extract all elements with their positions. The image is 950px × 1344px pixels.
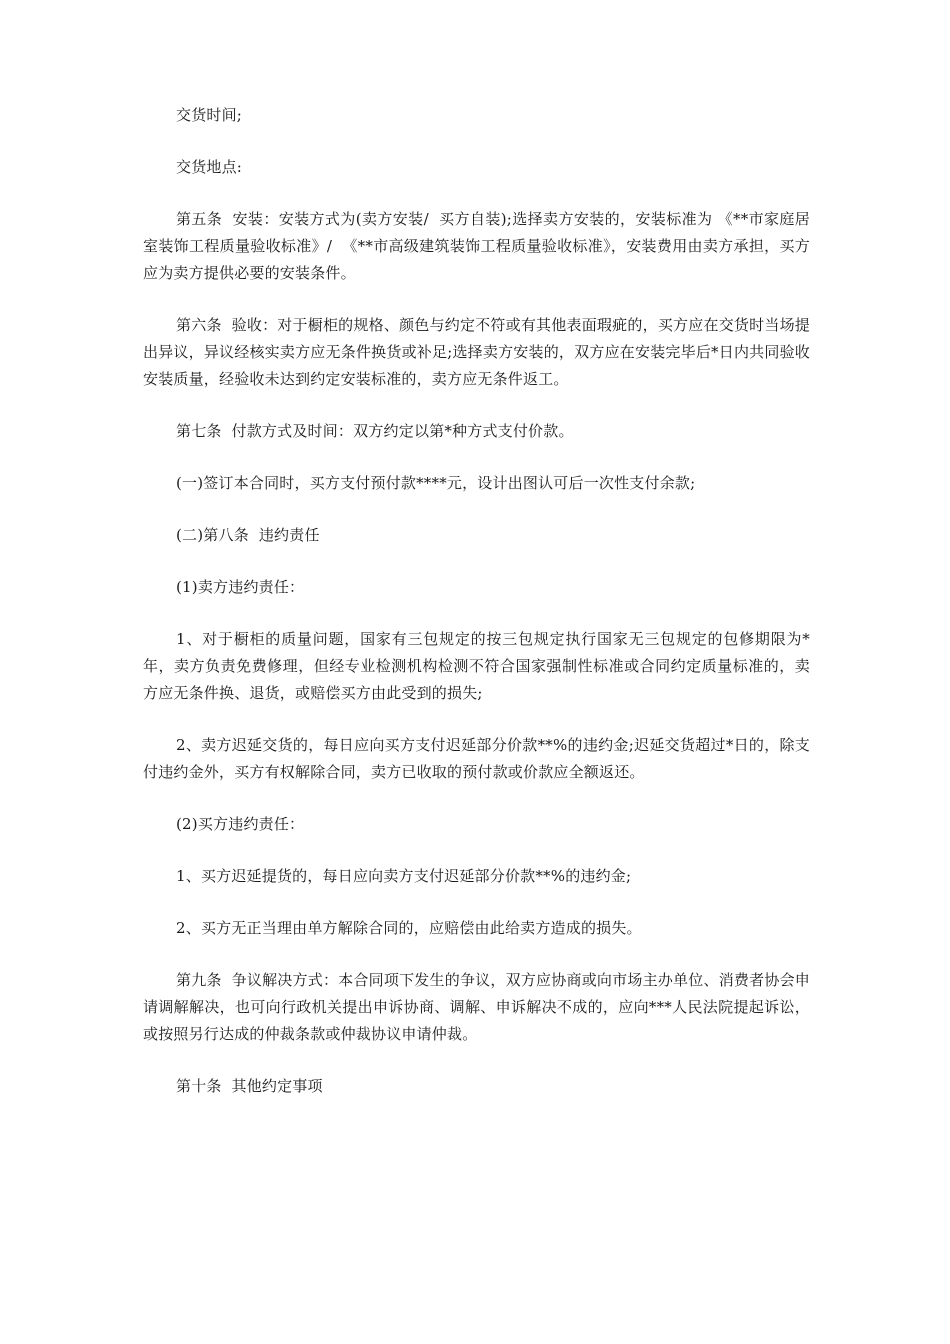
paragraph-buyer-liability-2: 2、买方无正当理由单方解除合同的，应赔偿由此给卖方造成的损失。	[176, 919, 642, 937]
paragraph-article-9-dispute: 第九条 争议解决方式：本合同项下发生的争议，双方应协商或向市场主办单位、消费者协会申请调解解决，也可向行政机关提出申诉协商、调解、申诉解决不成的，应向***人民法院提起诉讼，或按照另行达成的仲裁条款或仲裁协议申请仲裁。	[143, 971, 810, 1043]
paragraph-seller-liability-1: 1、对于橱柜的质量问题，国家有三包规定的按三包规定执行国家无三包规定的包修期限为*年，卖方负责免费修理，但经专业检测机构检测不符合国家强制性标准或合同约定质量标准的，卖方应无条件换、退货，或赔偿买方由此受到的损失;	[143, 630, 810, 702]
paragraph-buyer-liability-heading: (2)买方违约责任：	[176, 815, 305, 833]
paragraph-article-7-payment: 第七条 付款方式及时间：双方约定以第*种方式支付价款。	[176, 422, 574, 440]
paragraph-payment-option-1: (一)签订本合同时，买方支付预付款****元，设计出图认可后一次性支付余款;	[176, 474, 696, 492]
paragraph-article-6-acceptance: 第六条 验收：对于橱柜的规格、颜色与约定不符或有其他表面瑕疵的，买方应在交货时当场提出异议，异议经核实卖方应无条件换货或补足;选择卖方安装的，双方应在安装完毕后*日内共同验收安装质量，经验收未达到约定安装标准的，卖方应无条件返工。	[143, 316, 810, 388]
paragraph-delivery-time: 交货时间;	[176, 106, 243, 124]
paragraph-seller-liability-2: 2、卖方迟延交货的，每日应向买方支付迟延部分价款**%的违约金;迟延交货超过*日的，除支付违约金外，买方有权解除合同，卖方已收取的预付款或价款应全额返还。	[143, 736, 810, 781]
paragraph-article-8-liability: (二)第八条 违约责任	[176, 526, 320, 544]
paragraph-article-5-installation: 第五条 安装：安装方式为(卖方安装/ 买方自装);选择卖方安装的，安装标准为 《**市家庭居室装饰工程质量验收标准》/ 《**市高级建筑装饰工程质量验收标准》，安装费用由卖方承担，买方应为卖方提供必要的安装条件。	[143, 210, 810, 282]
paragraph-seller-liability-heading: (1)卖方违约责任：	[176, 578, 305, 596]
document-page	[143, 102, 810, 1100]
paragraph-article-10-other: 第十条 其他约定事项	[176, 1077, 323, 1095]
paragraph-buyer-liability-1: 1、买方迟延提货的，每日应向卖方支付迟延部分价款**%的违约金;	[176, 867, 632, 885]
paragraph-delivery-place: 交货地点:	[176, 158, 243, 176]
